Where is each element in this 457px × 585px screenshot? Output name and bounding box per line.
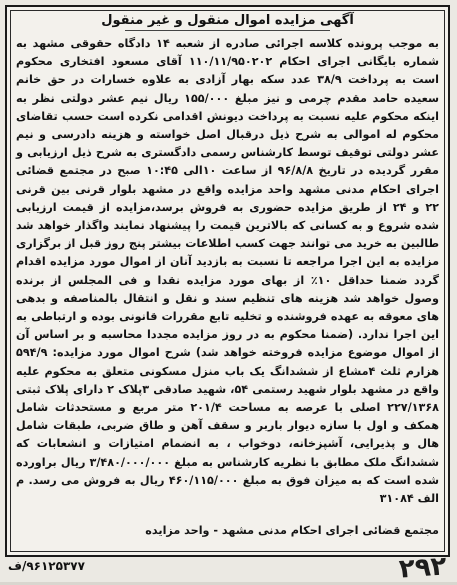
notice-signature: مجتمع قضائی اجرای احکام مدنی مشهد - واحد مزایده	[145, 524, 439, 537]
footer-code: ۹۶۱۲۵۳۷۷/ف	[8, 559, 85, 573]
notice-box	[5, 5, 450, 557]
notice-title: آگهی مزایده اموال منقول و غیر منقول	[101, 13, 354, 28]
notice-body-paragraph: به موجب پرونده کلاسه اجرائی صادره از شعبه ۱۴ دادگاه حقوقی مشهد به شماره بایگانی اجرای احکام ۱۱۰/۱۱/۹۵۰۲۰۲ آقای مسعود افتخاری محکوم است به پرداخت ۳۸/۹ عدد سکه بهار آزادی به علاوه خسارات در حق خانم سعیده حامد مقدم چرمی و نیز مبلغ ۱۵۵/۰۰۰ ریال نیم عشر دولتی نظر به اینکه محکوم علیه نسبت به پرداخت دیونش اقدامی نکرده است حسب تقاضای محکوم له اموالی به شرح ذیل درقبال اصل خواسته و هزینه دادرسی و نیم عشر دولتی توقیف توسط کارشناس رسمی دادگستری به شرح ذیل ارزیابی و مقرر گردیده در تاریخ ۹۶/۸/۸ از ساعت ۱۰الی ۱۰:۴۵ صبح در مجتمع قضائی اجرای احکام مدنی مشهد واحد مزایده واقع در مشهد بلوار قرنی بین قرنی ۲۲ و ۲۴ از طریق مزایده حضوری به فروش برسد،مزایده از قیمت ارزیابی شده شروع و به کسانی که بالاترین قیمت را پیشنهاد نمایند واگذار خواهد شد طالبین به خرید می توانند جهت کسب اطلاعات بیشتر پنج روز قبل از برگزاری مزایده به این اجرا مراجعه تا نسبت به بازدید آنان از اموال مورد مزایده اقدام گردد ضمنا حداقل ۱۰٪ از بهای مورد مزایده نقدا و فی المجلس از برنده وصول خواهد شد هزینه های تنظیم سند و نقل و انتقال بالمناصفه و بدهی های معوقه به عهده فروشنده و تخلیه تابع مقررات قانونی بوده و ارتباطی به این اجرا ندارد. (ضمنا محکوم به در روز مزایده مجددا محاسبه و بر اساس آن از اموال موضوع مزایده فروخته خواهد شد) شرح اموال مورد مزایده: ۵۹۴/۹ هزارم ثلث ۴مشاع از ششدانگ یک باب منزل مسکونی متعلق به محکوم علیه واقع در مشهد بلوار شهید رستمی ۵۴، شهید صادقی ۳پلاک ۲ دارای پلاک ثبتی ۲۲۷/۱۳۶۸ اصلی با عرصه به مساحت ۲۰۱/۴ متر مربع و مستحدثات شامل همکف و اول با سازه دیوار باربر و سقف آهن و طاق ضربی، طبقات شامل هال و پذیرایی، آشپزخانه، دوخواب ، به انضمام امتیازات و انشعابات که ششدانگ ملک مطابق با نظریه کارشناس به مبلغ ۳/۴۸۰/۰۰۰/۰۰۰ ریال براورده شده است که به میزان فوق به مبلغ ۴۶۰/۱۱۵/۰۰۰ ریال به فروش می رسد. م الف ۳۱۰۸۴	[16, 37, 440, 506]
clipping-footer	[0, 551, 457, 585]
notice-body	[16, 35, 439, 508]
title-underline	[125, 30, 330, 31]
handwritten-number: ۲۹۲	[398, 551, 448, 585]
